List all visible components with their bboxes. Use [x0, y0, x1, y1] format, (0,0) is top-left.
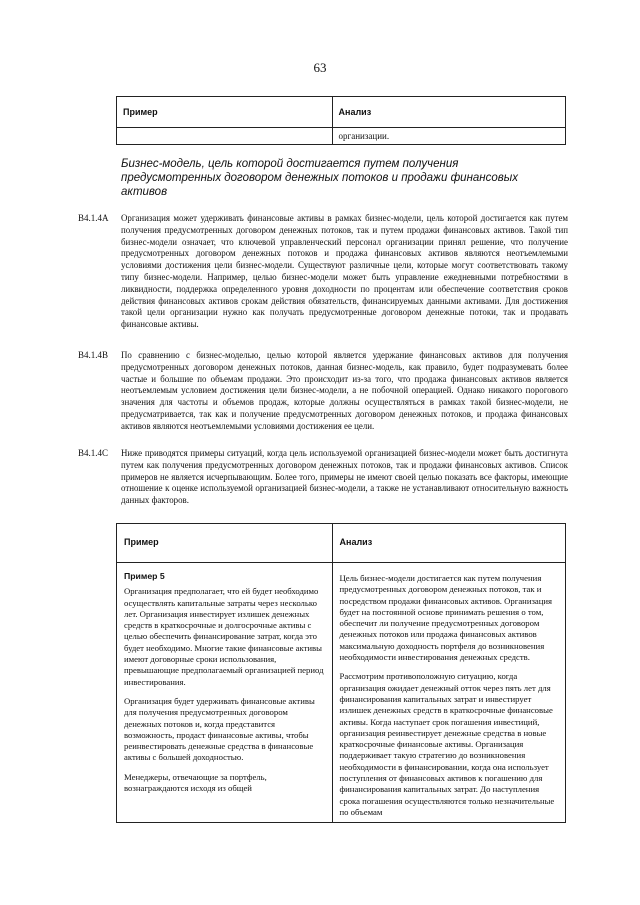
section-heading: Бизнес-модель, цель которой достигается путем получения предусмотренных договором денежных потоков и продажи финансовых активов	[121, 158, 518, 198]
analysis-paragraph: Рассмотрим противоположную ситуацию, когда организация ожидает денежный отток через пять лет для финансирования капитальных затрат и инвестирует излишек денежных средств в краткосрочные финансовые активы. Когда наступает срок погашения инвестиций, организация реинвестирует денежные средства в новые краткосрочные финансовые активы. Организация поддерживает такую стратегию до возникновения необходимости в финансировании, когда она использует поступления от финансовых активов к погашению для финансирования капитальных затрат. До наступления срока погашения осуществляются только незначительные по объемам	[339, 671, 555, 817]
example-5-table	[116, 523, 566, 823]
page-number: 63	[313, 60, 327, 75]
table-header-row	[117, 97, 566, 128]
table-cell-analysis: организации.	[332, 128, 565, 145]
table-header-row	[117, 524, 566, 563]
paragraph-text: Организация может удерживать финансовые активы в рамках бизнес-модели, цель которой достигается как путем получения предусмотренных договором денежных потоков, так и путем продажи финансовых активов. Такой тип бизнес-модели означает, что ключевой управленческий персонал организации принял решение, что получение предусмотренных договором денежных потоков и продажа финансовых активов являются неотъемлемыми условиями достижения цели бизнес-модели. Существуют различные цели, которые могут соответствовать такому типу бизнес-модели. Например, целью бизнес-модели может быть управление ежедневными потребностями в ликвидности, поддержка определенного уровня доходности по процентам или обеспечение соответствия сроков действия финансовых активов срокам действия обязательств, финансируемых данными активами. Для достижения такой цели организации нужно как получать предусмотренные договором денежные потоки, так и продавать финансовые активы.	[121, 213, 568, 330]
top-example-table	[116, 96, 566, 145]
paragraph-text: По сравнению с бизнес-моделью, целью которой является удержание финансовых активов для получения предусмотренных договором денежных потоков, данная бизнес-модель, как правило, будет подразумевать более частые и большие по объемам продажи. Это происходит из-за того, что продажа финансовых активов является неотъемлемым условием достижения цели бизнес-модели, а не побочной операцией. Однако никакого порогового значения для частоты и объемов продаж, которые должны осуществляться в рамках такой бизнес-модели, не предусматривается, так как и получение предусмотренных договором денежных потоков, и продажа финансовых активов являются неотъемлемыми условиями достижения ее цели.	[121, 350, 568, 431]
analysis-cell	[332, 563, 565, 823]
paragraph-number: B4.1.4B	[78, 350, 109, 360]
header-example: Пример	[117, 97, 333, 128]
paragraph-text: Ниже приводятся примеры ситуаций, когда цель используемой организацией бизнес-модели может быть достигнута путем как получения предусмотренных договором денежных потоков, так и продажи финансовых активов. Список примеров не является исчерпывающим. Более того, примеры не имеют своей целью показать все факторы, имеющие отношение к оценке используемой организацией бизнес-модели, а также не устанавливают относительную важность данных факторов.	[121, 448, 568, 506]
example-paragraph: Менеджеры, отвечающие за портфель, вознаграждаются исходя из общей	[124, 771, 267, 794]
paragraph-number: B4.1.4C	[78, 448, 109, 458]
paragraph-number: B4.1.4A	[78, 213, 109, 223]
table-cell-empty	[117, 128, 333, 145]
table-row	[117, 128, 566, 145]
header-analysis: Анализ	[332, 524, 565, 563]
example-paragraph: Организация будет удерживать финансовые активы для получения предусмотренных договором денежных потоков и, когда представится возможность, продаст финансовые активы, чтобы реинвестировать денежные средства в финансовые активы с большей доходностью.	[124, 695, 315, 763]
header-example: Пример	[117, 524, 333, 563]
paragraph-b4-1-4c	[78, 448, 568, 507]
example-cell	[117, 563, 333, 823]
example-paragraph: Организация предполагает, что ей будет необходимо осуществлять капитальные затраты через несколько лет. Организация инвестирует излишек денежных средств в краткосрочные и долгосрочные активы с целью обеспечить финансирование затрат, когда это будет необходимо. Многие такие финансовые активы имеют договорные сроки использования, превышающие предполагаемый организацией период инвестирования.	[124, 586, 324, 687]
paragraph-b4-1-4b	[78, 350, 568, 433]
analysis-paragraph: Цель бизнес-модели достигается как путем получения предусмотренных договором денежных потоков, так и посредством продажи финансовых активов. Организация будет на постоянной основе принимать решения о том, обеспечит ли получение предусмотренных договором денежных потоков или продажа финансовых активов максимальную доходность портфеля до возникновения необходимости инвестирования денежных средств.	[339, 573, 553, 663]
table-row	[117, 563, 566, 823]
example-title: Пример 5	[124, 571, 165, 581]
header-analysis: Анализ	[332, 97, 565, 128]
paragraph-b4-1-4a	[78, 213, 568, 331]
